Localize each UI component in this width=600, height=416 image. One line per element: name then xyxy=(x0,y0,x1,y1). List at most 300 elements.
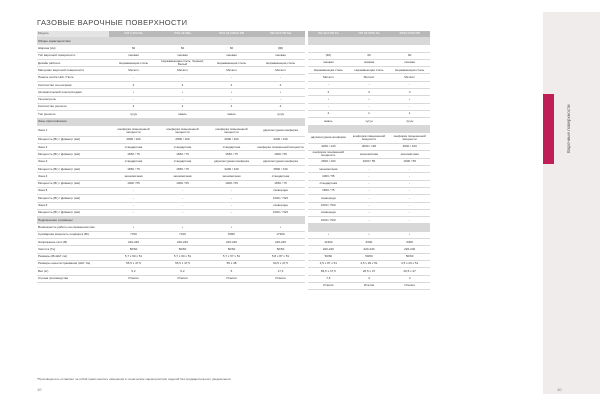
table-cell: 50/60 xyxy=(349,253,390,260)
table-cell: Нержавеющая сталь xyxy=(109,59,158,67)
table-cell: 4 xyxy=(308,89,349,96)
table-cell: конфорка повышенной мощности xyxy=(207,125,256,136)
table-row xyxy=(308,275,430,282)
table-cell: Италия xyxy=(389,282,430,289)
table-cell: • xyxy=(308,96,349,103)
table-cell: 4,5 x 29 x 51 xyxy=(389,260,430,267)
table-cell: - xyxy=(109,96,158,103)
table-cell: эмаль xyxy=(158,111,207,118)
table-cell: 8450 xyxy=(207,231,256,238)
table-cell: - xyxy=(109,209,158,216)
table-row xyxy=(308,151,430,159)
table-cell: 1000 / 55 xyxy=(308,173,349,180)
table-cell: стандартная xyxy=(308,180,349,187)
table-cell: - xyxy=(389,180,430,187)
table-cell: Металл xyxy=(158,67,207,74)
table-cell: 26,5 x 47 xyxy=(389,268,430,275)
table-cell xyxy=(389,45,430,52)
table-cell: Металл xyxy=(256,67,305,74)
table-row xyxy=(37,96,305,103)
section-header-row xyxy=(308,224,430,231)
table-cell: 3200 / 130 xyxy=(207,166,256,173)
table-cell: - xyxy=(158,202,207,209)
table-cell: - xyxy=(389,217,430,224)
table-cell: - xyxy=(207,202,256,209)
table-cell: 4 xyxy=(109,82,158,89)
row-label: Материал варочной поверхности xyxy=(37,67,109,74)
table-row xyxy=(37,144,305,151)
table-row xyxy=(37,260,305,267)
row-label: Мощность (Вт) / Диаметр (мм) xyxy=(37,151,109,158)
section-header: Подключение и размеры xyxy=(37,217,305,224)
section-header-row xyxy=(308,125,430,132)
table-cell: 3200 / 130 xyxy=(308,143,349,150)
table-cell: - xyxy=(158,74,207,81)
table-cell: Металл xyxy=(207,67,256,74)
table-cell: экономичная xyxy=(207,173,256,180)
table-row xyxy=(308,260,430,267)
table-row xyxy=(308,239,430,246)
column-header-model-name: PD4Z 0706 PB xyxy=(389,31,430,38)
table-cell: стандартная xyxy=(109,144,158,151)
table-cell: 2600 / 100 xyxy=(207,136,256,143)
table-cell: сковорода xyxy=(256,202,305,209)
table-cell: Нержавеющая сталь xyxy=(349,67,390,74)
table-cell xyxy=(308,45,349,52)
table-cell: - xyxy=(389,81,430,88)
table-row xyxy=(308,180,430,187)
table-cell: - xyxy=(308,81,349,88)
table-cell: - xyxy=(349,187,390,194)
table-cell: 1000 / 70/2 xyxy=(256,209,305,216)
table-cell: газовая xyxy=(158,52,207,59)
column-header-model-name: PM 4 Z02 Ma xyxy=(109,31,158,38)
table-cell: двухконтурная конфорка xyxy=(256,125,305,136)
table-cell: 1650 / 75 xyxy=(109,166,158,173)
table-row xyxy=(308,143,430,150)
table-cell: • xyxy=(389,231,430,238)
table-cell: 4 xyxy=(207,82,256,89)
table-cell: 4,5 x 87 x 51 xyxy=(308,260,349,267)
table-row xyxy=(37,74,305,81)
table-cell: - xyxy=(256,96,305,103)
table-cell: 4 xyxy=(158,103,207,110)
table-cell: 5,8 x 87 x 51 xyxy=(256,253,305,260)
table-cell: Металл xyxy=(109,67,158,74)
table-cell: 1 xyxy=(389,110,430,117)
table-cell: 50/60 xyxy=(158,246,207,253)
table-row xyxy=(37,52,305,59)
table-cell: 220-240 xyxy=(109,239,158,246)
table-cell: Нержавеющая сталь xyxy=(389,67,430,74)
table-cell: 60 xyxy=(158,45,207,52)
table-cell: 7,5 xyxy=(308,275,349,282)
table-cell: • xyxy=(207,224,256,231)
section-header-row xyxy=(37,38,305,45)
table-row xyxy=(308,103,430,110)
table-cell: Металл xyxy=(349,74,390,81)
table-cell: 7700 xyxy=(109,231,158,238)
table-cell: 2800 / 100 xyxy=(158,136,207,143)
section-header-row xyxy=(37,217,305,224)
table-row xyxy=(308,67,430,74)
table-cell: двухконтурная конфорка xyxy=(256,158,305,165)
column-header-model-name: PD 4Z 0706 Pa xyxy=(308,31,349,38)
page-title: ГАЗОВЫЕ ВАРОЧНЫЕ ПОВЕРХНОСТИ xyxy=(37,18,188,27)
table-cell: 220-240 xyxy=(349,246,390,253)
table-cell: Нержавеющая сталь xyxy=(207,59,256,67)
table-cell: 55,5 x 47,5 xyxy=(158,260,207,267)
table-cell: 50/60 xyxy=(109,246,158,253)
table-cell: - xyxy=(158,209,207,216)
table-cell: стандартная xyxy=(109,158,158,165)
table-cell: 2800 / 100 xyxy=(109,136,158,143)
table-cell: 1000 / 55 xyxy=(207,180,256,187)
table-cell: сковорода xyxy=(308,209,349,216)
row-label: Частота (Гц) xyxy=(37,246,109,253)
table-row xyxy=(308,173,430,180)
table-cell: чугун xyxy=(256,111,305,118)
table-row xyxy=(308,217,430,224)
row-label: Зона 2 xyxy=(37,144,109,151)
table-cell: • xyxy=(256,89,305,96)
table-row xyxy=(37,195,305,202)
section-header-row xyxy=(308,38,430,45)
table-row xyxy=(37,187,305,194)
row-label: Зона 1 xyxy=(37,125,109,136)
table-cell: конфорка повышенной мощности xyxy=(158,125,207,136)
table-cell: 1000 / 55 xyxy=(109,180,158,187)
table-row xyxy=(308,96,430,103)
table-cell: 60 xyxy=(349,52,390,59)
table-cell: газовая xyxy=(256,52,305,59)
section-header xyxy=(308,38,430,45)
row-label: Мощность (Вт) / Диаметр (мм) xyxy=(37,180,109,187)
table-cell: (90) xyxy=(256,45,305,52)
table-row xyxy=(308,81,430,88)
table-cell: - xyxy=(389,187,430,194)
table-cell: 6 xyxy=(207,268,256,275)
table-row xyxy=(37,224,305,231)
table-cell: - xyxy=(158,187,207,194)
table-cell: - xyxy=(349,166,390,173)
table-cell: - xyxy=(389,173,430,180)
table-cell: 1650 / 75 xyxy=(158,166,207,173)
table-cell: Италия xyxy=(207,275,256,282)
table-cell: Италия xyxy=(308,282,349,289)
table-cell: 4 xyxy=(256,103,305,110)
table-cell: конфорка повышенной мощности xyxy=(389,132,430,143)
table-row xyxy=(37,239,305,246)
table-row xyxy=(37,67,305,74)
footnote: *Производитель оставляет за собой право вносить изменения в технические характеристики изделий без предварительного уведомления. xyxy=(37,377,232,381)
row-label: Мощность (Вт) / Диаметр (мм) xyxy=(37,166,109,173)
table-cell: газовая xyxy=(349,59,390,66)
table-row xyxy=(37,45,305,52)
table-cell: чугун xyxy=(389,118,430,125)
table-cell: - xyxy=(158,195,207,202)
table-row xyxy=(37,151,305,158)
column-header-model-name: PM 4Z 0706 Pa xyxy=(349,31,390,38)
table-cell: 4,5 x 29 x 51 xyxy=(349,260,390,267)
table-row xyxy=(308,231,430,238)
table-row xyxy=(37,231,305,238)
table-cell: 1650 / 75 xyxy=(256,180,305,187)
table-cell: Нержавеющая сталь xyxy=(308,67,349,74)
table-row xyxy=(308,253,430,260)
table-cell: 6,2 xyxy=(109,268,158,275)
table-cell: 60 xyxy=(207,45,256,52)
table-row xyxy=(308,110,430,117)
row-label: Тип варочной поверхности xyxy=(37,52,109,59)
table-cell: - xyxy=(207,96,256,103)
table-cell: экономичная xyxy=(308,166,349,173)
table-cell: экономичная xyxy=(389,151,430,159)
table-cell: - xyxy=(308,103,349,110)
table-cell: эмаль xyxy=(308,118,349,125)
table-cell: 2600 / 100 xyxy=(389,143,430,150)
table-cell: Нержавеющая сталь xyxy=(256,59,305,67)
table-cell: 3800 / 130 xyxy=(256,166,305,173)
table-cell: 1000 / 55 xyxy=(349,158,390,165)
row-label: Тип решеток xyxy=(37,111,109,118)
section-header xyxy=(308,224,430,231)
table-row xyxy=(37,166,305,173)
table-row xyxy=(37,125,305,136)
table-cell: 1650 / 75 xyxy=(207,151,256,158)
table-cell: двухконтурная конфорка xyxy=(308,132,349,143)
table-cell: 60,5 x 47,5 xyxy=(256,260,305,267)
table-cell: Италия xyxy=(349,282,390,289)
left-spec-table xyxy=(37,31,305,283)
table-cell: Италия xyxy=(256,275,305,282)
table-cell: 5,7 x 60 x 51 xyxy=(158,253,207,260)
right-spec-table xyxy=(308,31,430,290)
table-row xyxy=(37,111,305,118)
table-cell: • xyxy=(308,231,349,238)
table-cell: 50/60 xyxy=(308,253,349,260)
table-cell: - xyxy=(389,103,430,110)
row-label: Панель на the Hob / Поле xyxy=(37,74,109,81)
table-row xyxy=(37,209,305,216)
table-row xyxy=(37,202,305,209)
table-cell: 1000 / 70/2 xyxy=(308,202,349,209)
section-tab-marker xyxy=(543,94,554,164)
table-cell: • xyxy=(158,89,207,96)
table-cell: 6300 xyxy=(349,239,390,246)
row-label: Мощность (Вт) / Диаметр (мм) xyxy=(37,209,109,216)
table-cell: - xyxy=(349,202,390,209)
table-row xyxy=(37,268,305,275)
table-cell: 1 xyxy=(349,110,390,117)
table-cell: • xyxy=(109,89,158,96)
row-label: Вес (кг) xyxy=(37,268,109,275)
table-cell: чугун xyxy=(109,111,158,118)
table-cell: конфорка повышенной мощности xyxy=(109,125,158,136)
table-cell: • xyxy=(389,96,430,103)
table-cell: Металл xyxy=(389,74,430,81)
table-cell: • xyxy=(109,224,158,231)
table-cell: эмаль xyxy=(207,111,256,118)
row-label: Зона 6 xyxy=(37,202,109,209)
table-row xyxy=(308,118,430,125)
table-row xyxy=(308,202,430,209)
section-header-row xyxy=(37,118,305,125)
page-number-left: 10 xyxy=(37,387,42,392)
table-cell: 50/60 xyxy=(207,246,256,253)
table-cell: • xyxy=(349,231,390,238)
row-label: Возможность работы на сжиженном газе xyxy=(37,224,109,231)
table-row xyxy=(308,45,430,52)
table-cell: 17,4 xyxy=(256,268,305,275)
table-cell: конфорка повышенной мощности xyxy=(349,132,390,143)
table-cell: 83,5 x 47,5 xyxy=(308,268,349,275)
table-cell: 11300 xyxy=(308,239,349,246)
table-cell: 26,5 x 47 xyxy=(349,268,390,275)
table-cell: - xyxy=(349,180,390,187)
table-cell: 1000 / 70/2 xyxy=(308,217,349,224)
table-cell: - xyxy=(349,81,390,88)
row-label: Страна производства xyxy=(37,275,109,282)
row-label: Дизайн рабочих xyxy=(37,59,109,67)
row-label: Мощность (Вт) / Диаметр (мм) xyxy=(37,195,109,202)
table-row xyxy=(37,275,305,282)
table-row xyxy=(37,173,305,180)
table-cell: стандартная xyxy=(256,173,305,180)
table-cell: 220-240 xyxy=(256,239,305,246)
table-cell: стандартная xyxy=(158,144,207,151)
row-label: Суммарная мощность конфорок (Вт) xyxy=(37,231,109,238)
table-cell: - xyxy=(207,195,256,202)
table-cell: 1650 / 75 xyxy=(158,151,207,158)
table-row xyxy=(37,180,305,187)
row-label: Напряжение сети (В) xyxy=(37,239,109,246)
table-cell: - xyxy=(349,173,390,180)
table-cell: экономичная xyxy=(158,173,207,180)
table-cell: - xyxy=(389,166,430,173)
table-cell: 5,7 x 60 x 51 xyxy=(109,253,158,260)
row-label: Мощность (Вт) / Диаметр (мм) xyxy=(37,136,109,143)
table-cell: 6,2 xyxy=(158,268,207,275)
row-label: Автоматический электроподжиг xyxy=(37,89,109,96)
section-side-label: Варочные поверхности xyxy=(566,104,571,153)
table-cell: • xyxy=(158,224,207,231)
column-header-model-name: PM 4Z 0706 Ma xyxy=(256,31,305,38)
section-header: Общие характеристики xyxy=(37,38,305,45)
table-cell: Нержавеющая сталь; Черный, Белый xyxy=(158,59,207,67)
table-cell: 7100 xyxy=(158,231,207,238)
table-row xyxy=(37,59,305,67)
table-cell: - xyxy=(207,74,256,81)
table-cell: - xyxy=(109,187,158,194)
row-label: Зона 5 xyxy=(37,187,109,194)
table-row xyxy=(308,158,430,165)
table-row xyxy=(308,209,430,216)
table-row xyxy=(37,103,305,110)
table-cell: - xyxy=(389,202,430,209)
table-cell: 50/60 xyxy=(256,246,305,253)
table-row xyxy=(37,158,305,165)
table-row xyxy=(308,187,430,194)
table-cell: 3 xyxy=(349,89,390,96)
table-cell: 6300 xyxy=(389,239,430,246)
column-header-model-name: PH5 4Z 0200H PB xyxy=(207,31,256,38)
table-cell: 55,5 x 47,5 xyxy=(109,260,158,267)
table-cell: 17300 xyxy=(256,231,305,238)
table-cell: 4 xyxy=(256,82,305,89)
table-cell: стандартная xyxy=(207,144,256,151)
table-cell: газовая xyxy=(308,59,349,66)
table-cell: - xyxy=(109,195,158,202)
row-label: Зона 3 xyxy=(37,158,109,165)
table-row xyxy=(37,246,305,253)
table-cell: 4 xyxy=(389,89,430,96)
table-row xyxy=(308,59,430,66)
table-cell: 3200 / 130 xyxy=(256,136,305,143)
table-cell: - xyxy=(349,209,390,216)
column-header-model-name: PSS 4Z 0Ba xyxy=(158,31,207,38)
table-cell: 2600 / 100 xyxy=(308,158,349,165)
table-row xyxy=(308,268,430,275)
table-cell: - xyxy=(109,202,158,209)
table-row xyxy=(37,253,305,260)
column-header-model: Модель xyxy=(37,31,109,38)
table-row xyxy=(308,166,430,173)
table-row xyxy=(308,246,430,253)
table-cell: чугун xyxy=(349,118,390,125)
table-cell: 3000 / 130 xyxy=(349,143,390,150)
table-cell: 4 xyxy=(308,110,349,117)
table-cell: сковорода xyxy=(256,187,305,194)
table-cell: (90) xyxy=(308,52,349,59)
row-label: Размеры ниши встраивания (ШхГ см) xyxy=(37,260,109,267)
row-label: Количество решеток xyxy=(37,103,109,110)
table-row xyxy=(308,52,430,59)
table-cell: 4 xyxy=(109,103,158,110)
table-cell: 60 xyxy=(109,45,158,52)
section-header xyxy=(308,125,430,132)
row-label: Количество зон нагрева xyxy=(37,82,109,89)
table-cell: газовая xyxy=(109,52,158,59)
table-cell: Металл xyxy=(308,74,349,81)
table-row xyxy=(37,82,305,89)
row-label: Зона 4 xyxy=(37,173,109,180)
table-cell: 4 xyxy=(389,275,430,282)
table-cell: газовая xyxy=(207,52,256,59)
table-cell: Италия xyxy=(109,275,158,282)
table-cell: 220-240 xyxy=(158,239,207,246)
table-cell: 4 xyxy=(207,103,256,110)
table-cell: • xyxy=(207,89,256,96)
table-cell: 1000 / 55 xyxy=(256,151,305,158)
table-cell: 4 xyxy=(158,82,207,89)
table-cell: • xyxy=(256,224,305,231)
table-row xyxy=(308,282,430,289)
table-cell: стандартная xyxy=(158,158,207,165)
table-cell: 4 xyxy=(349,275,390,282)
table-cell: • xyxy=(349,96,390,103)
table-row xyxy=(308,195,430,202)
row-label: Газ-контроль xyxy=(37,96,109,103)
row-label: Ширина (см) xyxy=(37,45,109,52)
table-cell: 220-240 xyxy=(389,246,430,253)
table-cell: - xyxy=(256,74,305,81)
table-cell: Италия xyxy=(158,275,207,282)
table-cell: - xyxy=(158,96,207,103)
table-cell: 1000 / 70/2 xyxy=(256,195,305,202)
table-cell: - xyxy=(349,217,390,224)
table-cell: двухконтурная конфорка xyxy=(207,158,256,165)
